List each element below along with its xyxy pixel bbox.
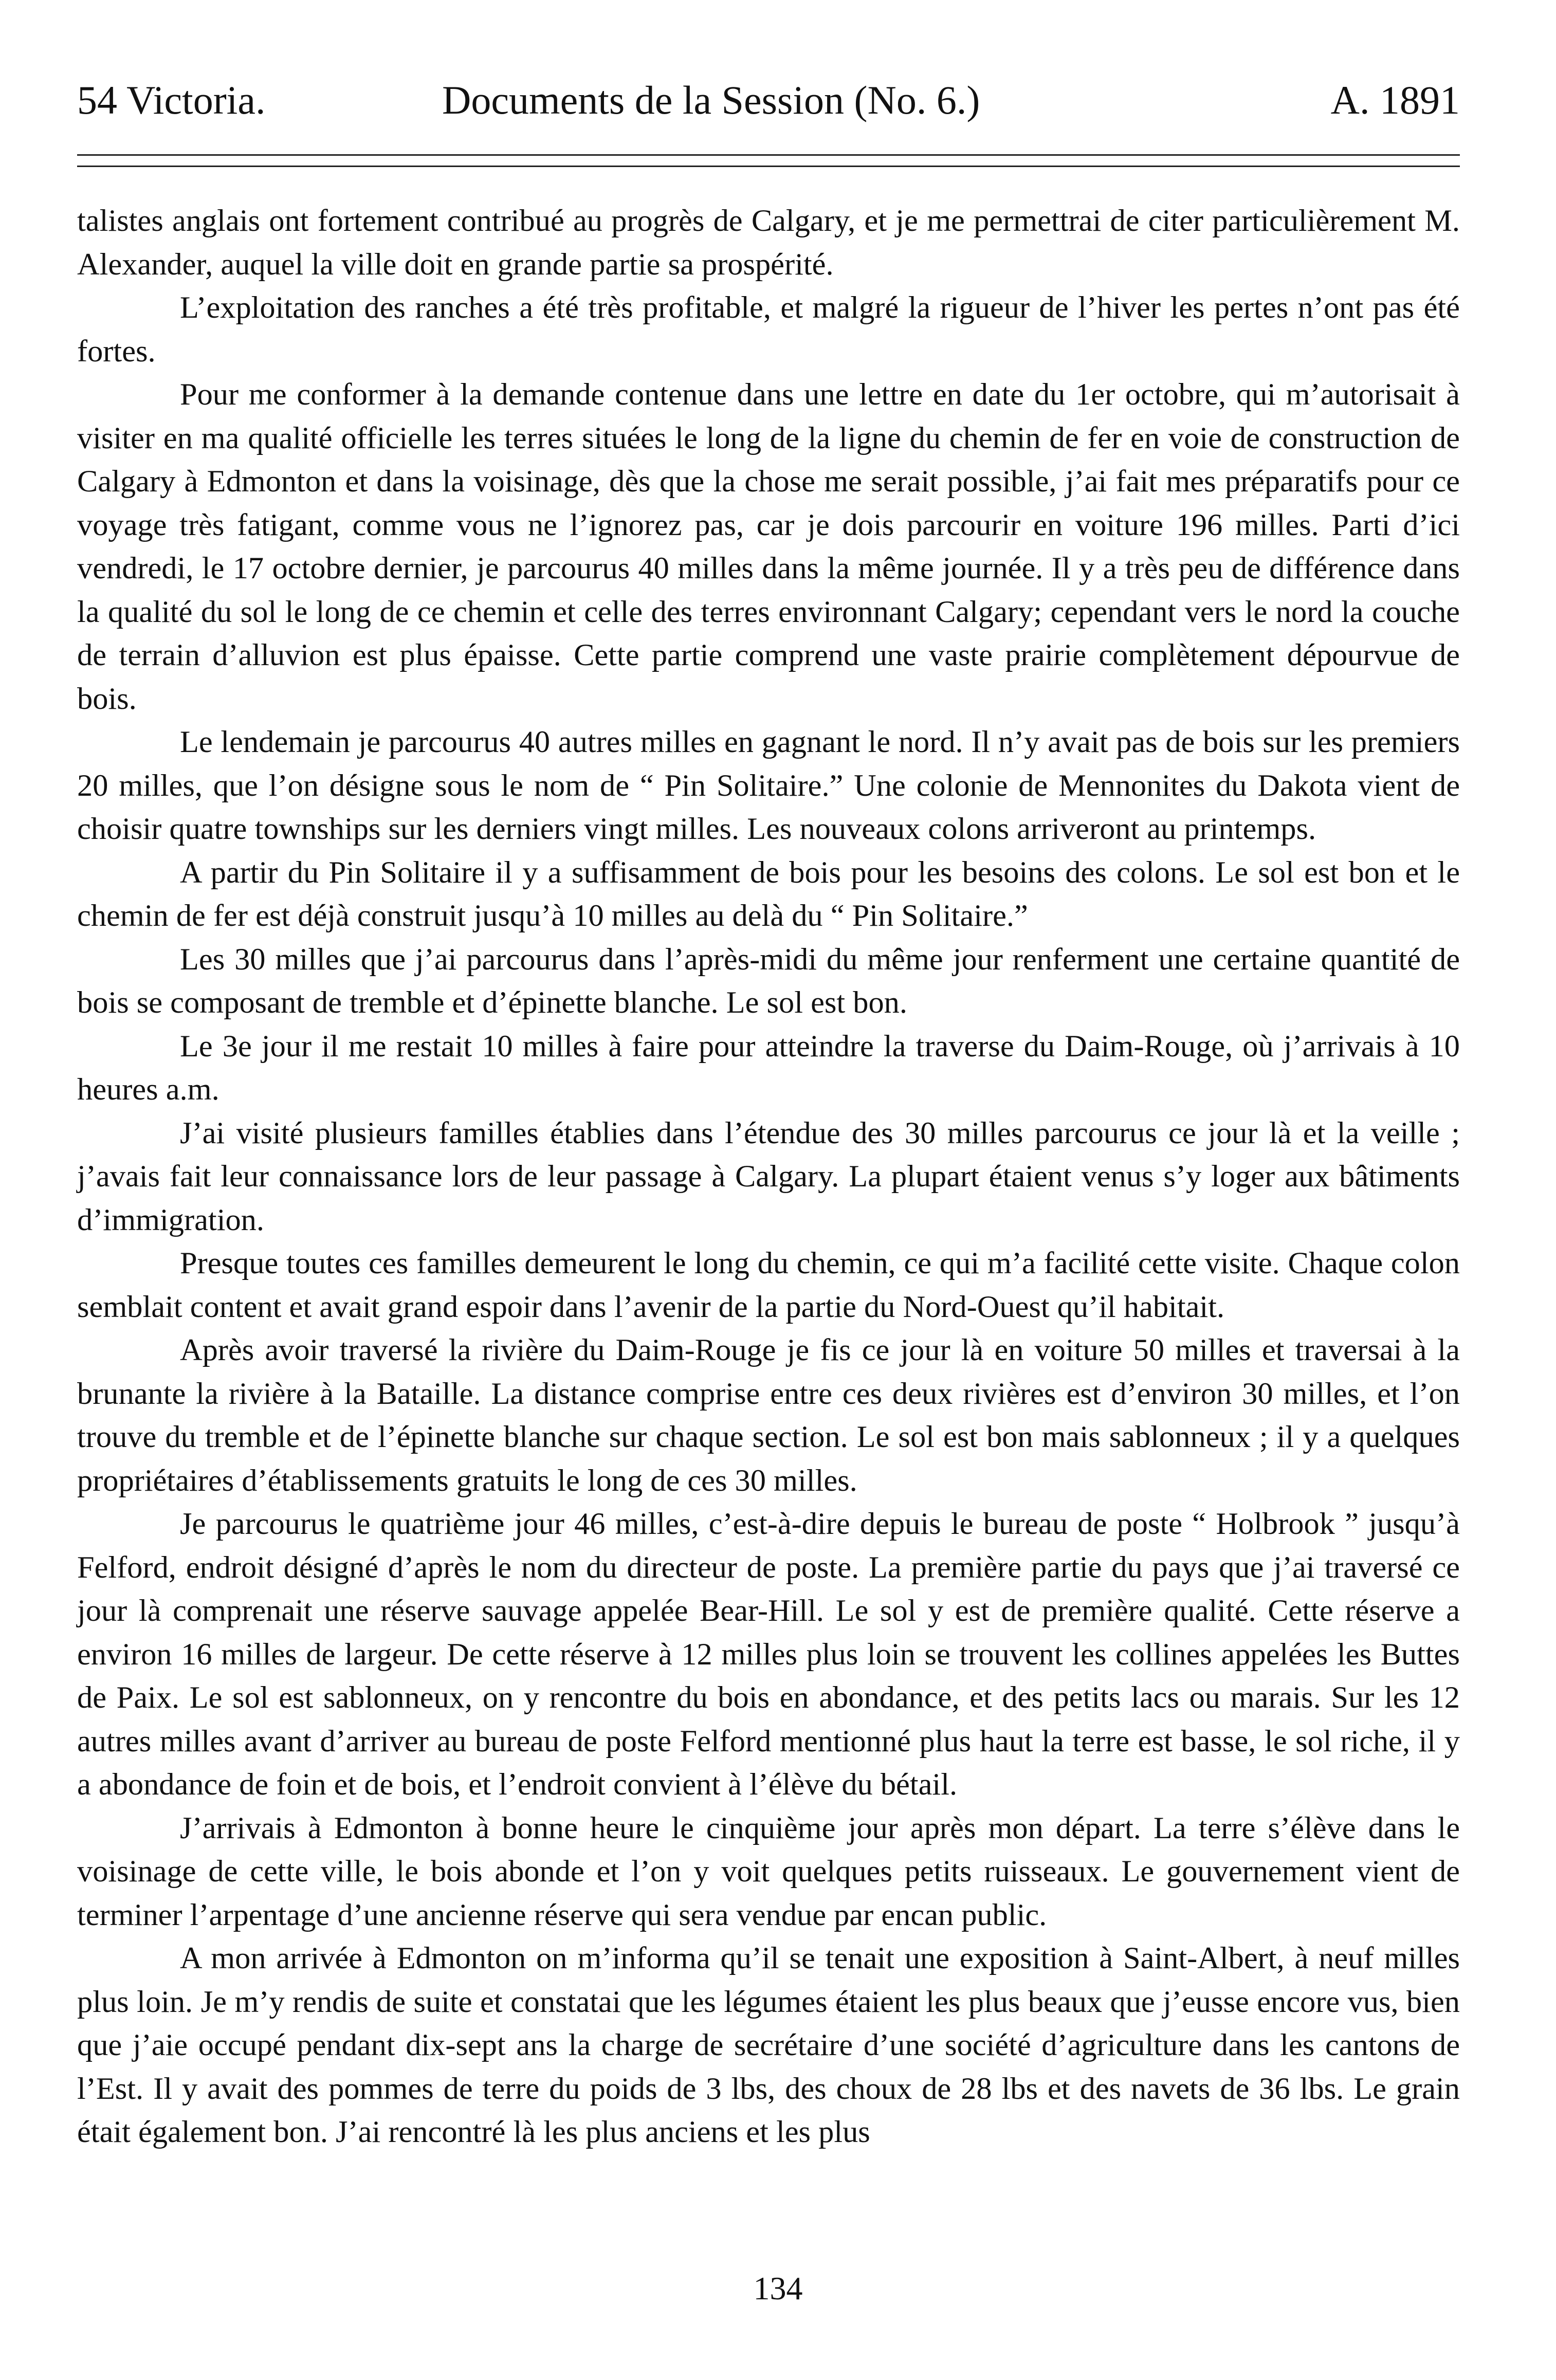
paragraph-daim-rouge: Après avoir traversé la rivière du Daim-Rouge je fis ce jour là en voiture 50 milles et traversai à la brunante la rivière à la Bataille. La distance comprise entre ces deux rivières est d’environ 30 milles, et l’on trouve du tremble et de l’épinette blanche sur chaque section. Le sol est bon mais sablonneux ; il y a quelques propriétaires d’établissements gratuits le long de ces 30 milles. bbox=[77, 1333, 1460, 1498]
header-year: A. 1891 bbox=[1330, 78, 1460, 122]
paragraph-continuation: talistes anglais ont fortement contribué au progrès de Calgary, et je me permettrai de citer particulièrement M. Alexander, auquel la ville doit en grande partie sa prospérité. bbox=[77, 204, 1460, 282]
paragraph-voyage-start: Pour me conformer à la demande contenue dans une lettre en date du 1er octobre, qui m’autorisait à visiter en ma qualité officielle les terres situées le long de la ligne du chemin de fer en voie de construction de Calgary à Edmonton et dans la voisinage, dès que la chose me serait possible, j’ai fait mes préparatifs pour ce voyage très fatigant, comme vous ne l’ignorez pas, car je dois parcourir en voiture 196 milles. Parti d’ici vendredi, le 17 octobre dernier, je parcourus 40 milles dans la même journée. Il y a très peu de différence dans la qualité du sol le long de ce chemin et celle des terres environnant Calgary; cependant vers le nord la couche de terrain d’alluvion est plus épaisse. Cette partie comprend une vaste prairie complètement dépourvue de bois. bbox=[77, 377, 1460, 716]
page-number: 134 bbox=[753, 2270, 803, 2306]
header-title: Documents de la Session (No. 6.) bbox=[442, 78, 980, 122]
body-text bbox=[77, 199, 1460, 2154]
paragraph-saint-albert: A mon arrivée à Edmonton on m’informa qu’il se tenait une exposition à Saint-Albert, à neuf milles plus loin. Je m’y rendis de suite et constatai que les légumes étaient les plus beaux que j’eusse encore vus, bien que j’aie occupé pendant dix-sept ans la charge de secrétaire d’une société d’agriculture dans les cantons de l’Est. Il y avait des pommes de terre du poids de 3 lbs, des choux de 28 lbs et des navets de 36 lbs. Le grain était également bon. J’ai rencontré là les plus anciens et les plus bbox=[77, 1941, 1460, 2149]
header-rule-top bbox=[77, 154, 1460, 156]
paragraph-le-long-du-chemin: Presque toutes ces familles demeurent le long du chemin, ce qui m’a facilité cette visite. Chaque colon semblait content et avait grand espoir dans l’avenir de la partie du Nord-Ouest qu’il habitait. bbox=[77, 1246, 1460, 1324]
paragraph-apres-midi: Les 30 milles que j’ai parcourus dans l’après-midi du même jour renferment une certaine quantité de bois se composant de tremble et d’épinette blanche. Le sol est bon. bbox=[77, 942, 1460, 1020]
paragraph-edmonton: J’arrivais à Edmonton à bonne heure le cinquième jour après mon départ. La terre s’élève dans le voisinage de cette ville, le bois abonde et l’on y voit quelques petits ruisseaux. Le gouvernement vient de terminer l’arpentage d’une ancienne réserve qui sera vendue par encan public. bbox=[77, 1810, 1460, 1932]
paragraph-familles: J’ai visité plusieurs familles établies dans l’étendue des 30 milles parcourus ce jour là et la veille ; j’avais fait leur connaissance lors de leur passage à Calgary. La plupart étaient venus s’y loger aux bâtiments d’immigration. bbox=[77, 1115, 1460, 1237]
running-header bbox=[77, 72, 1460, 129]
paragraph-ranches: L’exploitation des ranches a été très profitable, et malgré la rigueur de l’hiver les pertes n’ont pas été fortes. bbox=[77, 290, 1460, 369]
paragraph-bois-colons: A partir du Pin Solitaire il y a suffisamment de bois pour les besoins des colons. Le sol est bon et le chemin de fer est déjà construit jusqu’à 10 milles au delà du “ Pin Solitaire.” bbox=[77, 855, 1460, 933]
paragraph-pin-solitaire: Le lendemain je parcourus 40 autres milles en gagnant le nord. Il n’y avait pas de bois sur les premiers 20 milles, que l’on désigne sous le nom de “ Pin Solitaire.” Une colonie de Mennonites du Dakota vient de choisir quatre townships sur les derniers vingt milles. Les nouveaux colons arriveront au printemps. bbox=[77, 725, 1460, 846]
paragraph-troisieme-jour: Le 3e jour il me restait 10 milles à faire pour atteindre la traverse du Daim-Rouge, où j’arrivais à 10 heures a.m. bbox=[77, 1029, 1460, 1107]
header-volume: 54 Victoria. bbox=[77, 78, 266, 122]
header-rule-bottom bbox=[77, 166, 1460, 167]
paragraph-quatrieme-jour: Je parcourus le quatrième jour 46 milles, c’est-à-dire depuis le bureau de poste “ Holbrook ” jusqu’à Felford, endroit désigné d’après le nom du directeur de poste. La première partie du pays que j’ai traversé ce jour là comprenait une réserve sauvage appelée Bear-Hill. Le sol y est de première qualité. Cette réserve a environ 16 milles de largeur. De cette réserve à 12 milles plus loin se trouvent les collines appelées les Buttes de Paix. Le sol est sablonneux, on y rencontre du bois en abondance, et des petits lacs ou marais. Sur les 12 autres milles avant d’arriver au bureau de poste Felford mentionné plus haut la terre est basse, le sol riche, il y a abondance de foin et de bois, et l’endroit convient à l’élève du bétail. bbox=[77, 1507, 1460, 1802]
